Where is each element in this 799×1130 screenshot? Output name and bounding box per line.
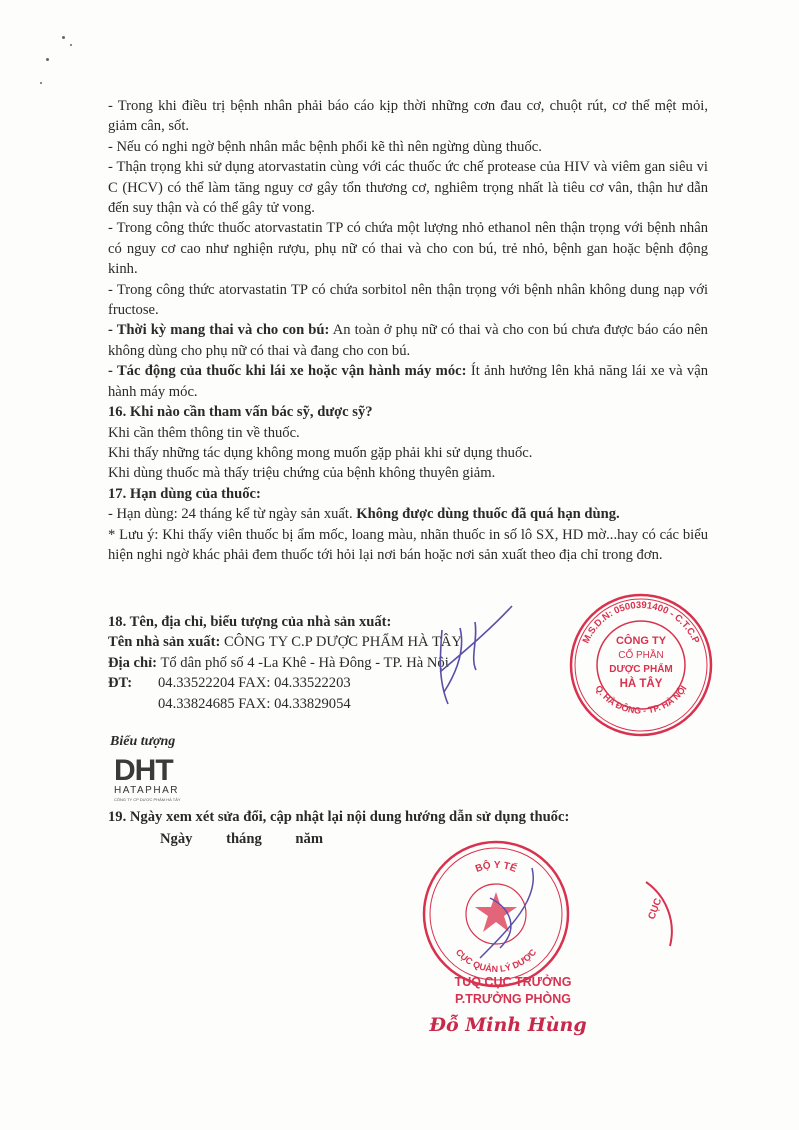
official-title-line-2: P.TRƯỞNG PHÒNG — [455, 992, 571, 1006]
logo-name: HATAPHAR — [114, 785, 179, 796]
consult-reason-3: Khi dùng thuốc mà thấy triệu chứng của bệnh không thuyên giảm. — [108, 465, 496, 482]
scan-speck — [46, 58, 49, 61]
official-title-line-1: TUQ.CỤC TRƯỞNG — [454, 975, 572, 989]
section-19-heading: 19. Ngày xem xét sửa đổi, cập nhật lại nội dung hướng dẫn sử dụng thuốc: — [108, 809, 570, 825]
company-stamp-line-1: CÔNG TY — [615, 635, 667, 647]
review-date-line: Ngày tháng năm — [160, 831, 323, 847]
manufacturer-signature — [420, 600, 530, 710]
phone-1: 04.33522204 FAX: 04.33522203 — [158, 675, 351, 692]
company-stamp-line-2: CỔ PHẦN — [618, 650, 664, 661]
scan-speck — [40, 82, 42, 84]
section-17-heading: 17. Hạn dùng của thuốc: — [108, 485, 261, 502]
warning-muscle-pain: - Trong khi điều trị bệnh nhân phải báo cáo kịp thời những cơn đau cơ, chuột rút, cơ thể mệt mỏi, giảm cân, sốt. — [108, 98, 708, 135]
manufacturer-address: Tổ dân phố số 4 -La Khê - Hà Đông - TP. Hà Nội — [157, 654, 449, 671]
partial-stamp-text: CỤC — [646, 896, 665, 922]
warning-sorbitol: - Trong công thức atorvastatin TP có chứa sorbitol nên thận trọng với bệnh nhân không dung nạp với fructose. — [108, 281, 708, 319]
phone-label: ĐT: — [108, 675, 133, 692]
ministry-stamp — [420, 838, 572, 990]
leaflet-body — [108, 96, 708, 565]
logo-label: Biểu tượng — [110, 734, 176, 749]
logo-mark: DHT — [114, 754, 173, 787]
ministry-stamp-bottom-arc: CỤC QUẢN LÝ DƯỢC — [453, 947, 539, 975]
section-18-heading: 18. Tên, địa chỉ, biểu tượng của nhà sản xuất: — [108, 614, 392, 630]
warning-lung-disease: - Nếu có nghi ngờ bệnh nhân mắc bệnh phổi kẽ thì nên ngừng dùng thuốc. — [108, 138, 542, 155]
pregnancy-paragraph — [108, 320, 708, 361]
consult-reason-1: Khi cần thêm thông tin về thuốc. — [108, 424, 300, 441]
shelf-life-text: - Hạn dùng: 24 tháng kể từ ngày sản xuất. — [108, 506, 357, 523]
ministry-stamp-top-arc: BỘ Y TẾ — [473, 859, 519, 875]
company-stamp — [568, 592, 714, 738]
warning-ethanol: - Trong công thức thuốc atorvastatin TP có chứa một lượng nhỏ ethanol nên thận trọng với bệnh nhân có nguy cơ cao như nghiện rượu, phụ nữ có thai và cho con bú, trẻ nhỏ, bệnh gan hoặc bệnh động kinh. — [108, 220, 708, 278]
driving-label: - Tác động của thuốc khi lái xe hoặc vận hành máy móc: — [108, 363, 467, 380]
storage-note: * Lưu ý: Khi thấy viên thuốc bị ẩm mốc, loang màu, nhãn thuốc in số lô SX, HD mờ...hay có các biểu hiện nghi ngờ khác phải đem thuốc tới hỏi lại nơi bán hoặc nơi sản xuất theo địa chỉ trong đơn. — [108, 526, 708, 563]
pregnancy-label: - Thời kỳ mang thai và cho con bú: — [108, 322, 330, 339]
driving-paragraph — [108, 361, 708, 402]
scan-speck — [70, 44, 72, 46]
company-stamp-top-arc: M.S.D.N: 0500391400 - C.T.C.P — [580, 599, 702, 646]
scan-speck — [62, 36, 65, 39]
driving-text: Ít ảnh hưởng lên khả năng lái xe và vận hành máy móc. — [108, 363, 708, 400]
section-16-heading: 16. Khi nào cần tham vấn bác sỹ, dược sỹ? — [108, 404, 373, 421]
manufacturer-address-label: Địa chỉ: — [108, 654, 158, 671]
shelf-life-paragraph — [108, 504, 708, 524]
partial-stamp — [640, 880, 680, 950]
hataphar-logo — [112, 750, 222, 805]
official-title — [423, 974, 603, 1008]
warning-protease-inhibitors: - Thận trọng khi sử dụng atorvastatin cùng với các thuốc ức chế protease của HIV và viêm gan siêu vi C (HCV) có thể làm tăng nguy cơ gây tổn thương cơ, nghiêm trọng nhất là tiêu cơ vân, thận hư dẫn đến suy thận và có thể gây tử vong. — [108, 159, 708, 217]
pregnancy-text: An toàn ở phụ nữ có thai và cho con bú chưa được báo cáo nên không dùng cho phụ nữ có thai và đang cho con bú. — [108, 322, 708, 359]
company-stamp-line-3: DƯỢC PHẨM — [609, 664, 673, 675]
logo-subtitle: CÔNG TY CP DƯỢC PHẨM HÀ TÂY — [114, 797, 181, 802]
manufacturer-name-label: Tên nhà sản xuất: — [108, 634, 221, 651]
section-19 — [108, 806, 718, 850]
manufacturer-name: CÔNG TY C.P DƯỢC PHẨM HÀ TÂY — [220, 634, 462, 651]
official-name: Đỗ Minh Hùng — [429, 1014, 587, 1036]
shelf-life-warning: Không được dùng thuốc đã quá hạn dùng. — [356, 506, 620, 523]
company-stamp-line-4: HÀ TÂY — [619, 678, 663, 690]
phone-2: 04.33824685 FAX: 04.33829054 — [158, 695, 351, 712]
consult-reason-2: Khi thấy những tác dụng không mong muốn gặp phải khi sử dụng thuốc. — [108, 444, 533, 461]
company-stamp-bottom-arc: Q. HÀ ĐÔNG - TP. HÀ NỘI — [593, 683, 689, 716]
